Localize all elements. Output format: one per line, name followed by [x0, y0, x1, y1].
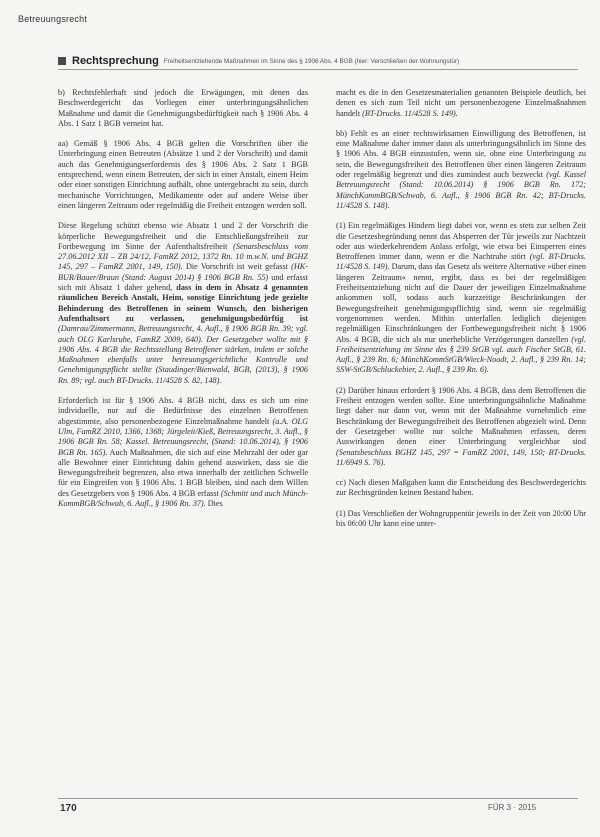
text-run: Darum, dass das Gesetz als weitere Alternative »über einen längeren Zeitraum« nennt, ergibt, dass es bei der regelmäßigen Freiheitsentziehung nicht auf die Dauer der jeweiligen Einzelmaßnahme ankommen soll, sodass auch kurzzeitige Beschränkungen der Bewegungsfreiheit genehmigungspflichtig sind, wenn sie regelmäßig vorgenommen werden. Mithin unterfallen lediglich diejenigen regelmäßigen Einschränkungen der Fortbewegungsfreiheit nicht § 1906 Abs. 4 BGB, die sich als nur unerhebliche Verzögerungen darstellen [336, 262, 586, 344]
citation: (vgl. Freiheitsentziehung im Sinne des § 239 StGB vgl. auch Fischer StGB, 61. Aufl., § 239 Rn. 6; MünchKommStGB/Wieck-Noodt, 2. Aufl., § 239 Rn. 14; SSW-StGB/Schluckebier, 2. Aufl., § 239 Rn. 6). [336, 334, 586, 375]
paragraph [336, 386, 586, 468]
text-run: macht es die in den Gesetzesmaterialien genannten Beispiele deutlich, bei denen es sich zum Teil nicht um personenbezogene Einzelmaßnahmen handelt [336, 88, 586, 118]
page-number: 170 [60, 803, 77, 814]
footer-divider [58, 798, 578, 799]
text-run: Diese Regelung schützt ebenso wie Absatz 1 und 2 der Vorschrift die körperliche Bewegungsfreiheit und die Entschließungsfreiheit zur Fortbewegung im Sinne der Aufenthaltsfreiheit [58, 221, 308, 251]
citation: (Schmitt und auch Münch-KommBGB/Schwab, 6. Aufl., § 1906 Rn. 37). [58, 488, 308, 508]
paragraph [336, 221, 586, 375]
journal-issue: FÜR 3 · 2015 [488, 803, 537, 812]
header-marker-icon [58, 57, 66, 65]
text-run: (1) Ein regelmäßiges Hindern liegt dabei vor, wenn es stets zur selben Zeit die Gesetzesbegründung nennt das Absperren der Tür jeweils zur Nachtzeit oder aus wiederkehrendem Anlass erfolgt, wie etwa bei Einsperren eines Betroffenen immer dann, wenn er die Nachtruhe stört [336, 221, 586, 262]
citation: (Damrau/Zimmermann, Betreuungsrecht, 4. Aufl., § 1906 BGB Rn. 39; vgl. auch OLG Karlsruhe, FamRZ 2009, 640). Der Gesetzgeber wollte mit § 1906 Abs. 4 BGB die Rechtsstellung Betroffener stärken, indem er solche Maßnahmen ebenfalls unter betreuungsgerichtliche Kontrolle und Genehmigungspflicht stellte (Staudinger/Bienwald, BGB, (2013), § 1906 Rn. 89; vgl. auch BT-Drucks. 11/4528 S. 82, 148). [58, 324, 308, 385]
text-run: Erforderlich ist für § 1906 Abs. 4 BGB nicht, dass es sich um eine individuelle, nur auf die Bedürfnisse des einzelnen Betroffenen abgestimmte, also personenbezogene Einzelmaßnahme handelt [58, 396, 308, 426]
header-title: Rechtsprechung [72, 55, 159, 67]
right-column [336, 88, 586, 539]
paragraph [336, 129, 586, 211]
text-run: Die Vorschrift ist weit gefasst [182, 262, 292, 272]
paragraph: aa) Gemäß § 1906 Abs. 4 BGB gelten die Vorschriften über die Unterbringung einen Betreuten (Absätze 1 und 2 der Vorschrift) und damit auch das Genehmigungserfordernis des § 1906 Abs. 2 Satz 1 BGB entsprechend, wenn einem Betreuten, der sich in einer Anstalt, einem Heim oder einer sonstigen Einrichtung aufhält, ohne untergebracht zu sein, durch mechanische Vorrichtungen, Medikamente oder auf andere Weise über einen längeren Zeitraum oder regelmäßig die Freiheit entzogen werden soll. [58, 139, 308, 210]
citation: (HK-BUR/Bauer/Braun (Stand: August 2014) § 1906 BGB Rn. 55) [58, 262, 308, 282]
paragraph [336, 88, 586, 119]
text-run: (2) Darüber hinaus erfordert § 1906 Abs. 4 BGB, dass dem Betroffenen die Freiheit entzogen werden sollte. Eine unterbringungsähnliche Maßnahme liegt daher nur dann vor, wenn mit der Maßnahme vornehmlich eine Beschränkung der Bewegungsfreiheit des Betroffenen abgezielt wird. Denn der Gesetzgeber wollte nur solche Maßnahmen erfassen, deren Auswirkungen denen einer Unterbringung vergleichbar sind [336, 385, 586, 447]
citation: (Senatsbeschluss vom 27.06.2012 XII – ZB 24/12, FamRZ 2012, 1372 Rn. 10 m.w.N. und BGHZ 145, 297 – FamRZ 2001, 149, 150). [58, 241, 308, 272]
paragraph: b) Rechtsfehlerhaft sind jedoch die Erwägungen, mit denen das Beschwerdegericht das Vorliegen einer unterbringungsähnlichen Maßnahme und damit die Genehmigungsbedürftigkeit nach § 1906 Abs. 4 Abs. 1 Satz 1 BGB verneint hat. [58, 88, 308, 128]
text-run: Dies [205, 498, 223, 508]
paragraph: cc) Nach diesen Maßgaben kann die Entscheidung des Beschwerdegerichts zur Rechtsgründen keinen Bestand haben. [336, 478, 586, 498]
citation: (a.A. OLG Ulm, FamRZ 2010, 1366, 1368; Jürgeleit/Kieß, Betreuungsrecht, 3. Aufl., § 1906 BGB Rn. 58; Kassel. Betreuungsrecht, (Stand: 10.06.2014), § 1906 BGB Rn. 165). [58, 416, 308, 457]
text-run: bb) Fehlt es an einer rechtswirksamen Einwilligung des Betroffenen, ist eine Maßnahme daher immer dann als unterbringungsähnlich im Sinne des § 1906 Abs. 4 BGB einzustufen, wenn sie, ohne eine Unterbringung zu sein, die Bewegungsfreiheit des Betroffenen über einen längeren Zeitraum oder regelmäßig begrenzt und dies zumindest auch bezweckt [336, 128, 586, 180]
citation: (BT-Drucks. 11/4528 S. 149). [362, 108, 458, 118]
header-subtitle: Freiheitsentziehende Maßnahmen im Sinne des § 1906 Abs. 4 BGB (hier: Verschließen der Wohnungstür) [163, 57, 460, 65]
running-header [58, 55, 578, 70]
section-label: Betreuungsrecht [18, 14, 88, 24]
text-run: Auch Maßnahmen, die sich auf eine Mehrzahl der oder gar alle Bewohner einer Einrichtung dahin gehend auswirken, dass sie die Bewegungsfreiheit begrenzen, also etwa innerhalb der zeitlichen Schwelle für ein Eingreifen von § 1906 Abs. 1 BGB bleiben, sind nach dem Willen des Gesetzgebers von § 1906 Abs. 4 BGB erfasst [58, 447, 308, 498]
emphasis: dass in dem in Absatz 4 genannten räumlichen Bereich Anstalt, Heim, sonstige Einrichtung jede gezielte Behinderung des Betroffenen in seinem Wunsch, den bisherigen Aufenthaltsort zu verlassen, genehmigungsbedürftig ist [58, 283, 308, 323]
citation: (vgl. Kassel Betreuungsrecht (Stand: 10.06.2014) § 1906 BGB Rn. 172; MünchKommBGB/Schwab, 6. Aufl., § 1906 BGB Rn. 42; BT-Drucks. 11/4528 S. 148). [336, 170, 586, 210]
citation: (Senatsbeschluss BGHZ 145, 297 = FamRZ 2001, 149, 150; BT-Drucks. 11/6949 S. 76). [336, 447, 586, 467]
paragraph [58, 396, 308, 509]
paragraph [58, 221, 308, 386]
paragraph: (1) Das Verschließen der Wohngruppentür jeweils in der Zeit von 20:00 Uhr bis 06:00 Uhr kann eine unter- [336, 508, 586, 528]
citation: (vgl. BT-Drucks. 11/4528 S. 149). [336, 252, 586, 272]
text-run: und erfasst sich mit Absatz 1 daher gehend, [58, 272, 308, 293]
left-column [58, 88, 308, 519]
